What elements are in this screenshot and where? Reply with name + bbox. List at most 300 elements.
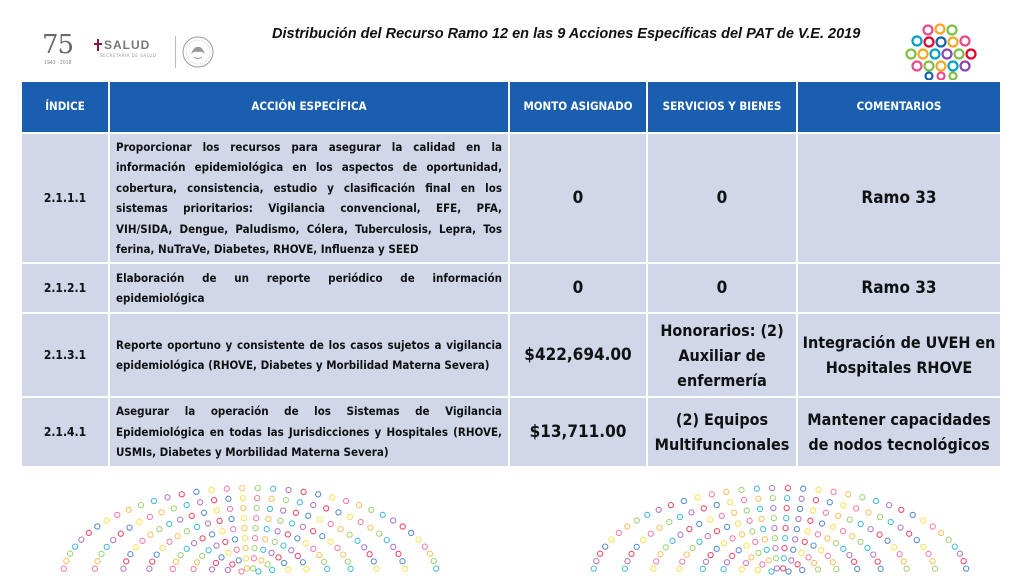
- decorative-ring: [730, 553, 735, 558]
- decorative-ring: [697, 521, 702, 526]
- decorative-ring: [227, 506, 232, 511]
- decorative-ring: [899, 507, 904, 512]
- cell-servicios: Honorarios: (2) Auxiliar de enfermería: [647, 313, 797, 397]
- decorative-ring: [317, 517, 322, 522]
- decorative-ring: [254, 506, 259, 511]
- cell-indice: 2.1.1.1: [21, 133, 109, 263]
- decorative-ring: [239, 569, 244, 574]
- decorative-ring: [409, 530, 414, 535]
- decorative-ring: [709, 492, 714, 497]
- decorative-ring: [202, 510, 207, 515]
- decorative-ring: [358, 519, 363, 524]
- decorative-ring: [192, 541, 197, 546]
- decorative-ring: [344, 498, 349, 503]
- decorative-ring: [189, 513, 194, 518]
- decorative-ring: [229, 516, 234, 521]
- decorative-ring: [764, 547, 769, 552]
- decorative-ring: [772, 536, 777, 541]
- decorative-ring: [251, 566, 256, 571]
- decorative-ring: [267, 506, 272, 511]
- decorative-ring: [594, 559, 599, 564]
- decorative-ring: [773, 546, 778, 551]
- decorative-ring: [281, 508, 286, 513]
- decorative-ring: [743, 560, 748, 565]
- decorative-ring: [391, 544, 396, 549]
- decorative-ring: [797, 506, 802, 511]
- decorative-ring: [677, 566, 682, 571]
- decorative-ring: [147, 566, 152, 571]
- decorative-ring: [786, 569, 791, 574]
- decorative-ring: [278, 518, 283, 523]
- decorative-ring: [930, 524, 935, 529]
- decorative-ring: [213, 560, 218, 565]
- decorative-ring: [801, 486, 806, 491]
- decorative-ring: [622, 566, 627, 571]
- decorative-ring: [214, 543, 219, 548]
- decorative-ring: [167, 539, 172, 544]
- decorative-ring: [178, 517, 183, 522]
- decorative-ring: [170, 566, 175, 571]
- decorative-ring: [825, 536, 830, 541]
- eagle-seal-icon: [182, 36, 214, 68]
- decorative-ring: [73, 544, 78, 549]
- decorative-ring: [95, 524, 100, 529]
- decorative-ring: [104, 518, 109, 523]
- decorative-ring: [865, 545, 870, 550]
- decorative-ring: [206, 548, 211, 553]
- decorative-ring: [148, 532, 153, 537]
- decorative-ring: [657, 525, 662, 530]
- decorative-ring: [270, 567, 275, 572]
- decorative-ring: [230, 562, 235, 567]
- decorative-ring: [348, 566, 353, 571]
- decorative-ring: [220, 529, 225, 534]
- decorative-ring: [847, 553, 852, 558]
- decorative-ring: [897, 552, 902, 557]
- decorative-ring: [175, 534, 180, 539]
- decorative-ring: [265, 562, 270, 567]
- decorative-ring: [367, 552, 372, 557]
- decorative-ring: [200, 536, 205, 541]
- cell-comentarios: Ramo 33: [797, 263, 1001, 313]
- decorative-ring: [151, 498, 156, 503]
- decorative-ring: [225, 567, 230, 572]
- decorative-ring: [86, 530, 91, 535]
- decorative-ring: [680, 559, 685, 564]
- decorative-ring: [133, 545, 138, 550]
- decorative-ring: [252, 546, 257, 551]
- decorative-ring: [756, 496, 761, 501]
- decorative-ring: [878, 566, 883, 571]
- decorative-ring: [667, 519, 672, 524]
- decorative-ring: [762, 537, 767, 542]
- decorative-ring: [140, 538, 145, 543]
- decorative-ring: [289, 521, 294, 526]
- cell-servicios: 0: [647, 263, 797, 313]
- decorative-ring: [242, 536, 247, 541]
- decorative-ring: [858, 539, 863, 544]
- salud-mark-icon: [94, 39, 102, 53]
- page-title: Distribución del Recurso Ramo 12 en las 9 Acciones Específicas del PAT de V.E. 2019: [272, 26, 861, 42]
- decorative-ring: [295, 536, 300, 541]
- decorative-ring: [118, 531, 123, 536]
- decorative-ring: [303, 541, 308, 546]
- decorative-ring: [874, 498, 879, 503]
- decorative-ring: [677, 514, 682, 519]
- decorative-ring: [264, 527, 269, 532]
- decorative-ring: [714, 546, 719, 551]
- decorative-ring: [99, 551, 104, 556]
- decorative-ring: [347, 532, 352, 537]
- decorative-ring: [251, 556, 256, 561]
- cell-monto: $13,711.00: [509, 397, 647, 467]
- decorative-ring: [226, 550, 231, 555]
- decorative-ring: [795, 562, 800, 567]
- decorative-ring: [836, 513, 841, 518]
- decorative-ring: [261, 547, 266, 552]
- decorative-ring: [427, 551, 432, 556]
- decorative-ring: [878, 514, 883, 519]
- decorative-ring: [198, 500, 203, 505]
- decorative-ring: [324, 506, 329, 511]
- decorative-ring: [165, 495, 170, 500]
- circles-logo-icon: [900, 22, 978, 80]
- decorative-ring: [68, 551, 73, 556]
- decorative-ring: [784, 516, 789, 521]
- decorative-ring: [243, 546, 248, 551]
- decorative-ring: [234, 547, 239, 552]
- decorative-ring: [760, 562, 765, 567]
- decorative-ring: [703, 559, 708, 564]
- decorative-ring: [286, 567, 291, 572]
- decorative-ring: [901, 559, 906, 564]
- decorative-ring: [281, 543, 286, 548]
- decorative-ring: [422, 544, 427, 549]
- decorative-ring: [830, 524, 835, 529]
- decorative-ring: [887, 503, 892, 508]
- decorative-ring: [317, 553, 322, 558]
- decorative-ring: [95, 559, 100, 564]
- decorative-ring: [769, 569, 774, 574]
- decorative-ring: [719, 513, 724, 518]
- decorative-ring: [847, 517, 852, 522]
- decorative-ring: [725, 524, 730, 529]
- decorative-ring: [794, 527, 799, 532]
- decorative-ring: [946, 537, 951, 542]
- decorative-ring: [782, 546, 787, 551]
- decorative-ring: [772, 526, 777, 531]
- cell-servicios: 0: [647, 133, 797, 263]
- decorative-ring: [705, 534, 710, 539]
- decorative-ring: [781, 556, 786, 561]
- decorative-ring: [212, 498, 217, 503]
- decorative-ring: [834, 567, 839, 572]
- decorative-ring: [200, 553, 205, 558]
- decorative-ring: [796, 516, 801, 521]
- decorative-ring: [766, 558, 771, 563]
- decorative-ring: [625, 559, 630, 564]
- decorative-ring: [641, 538, 646, 543]
- decorative-ring: [892, 545, 897, 550]
- decorative-ring: [739, 567, 744, 572]
- decorative-ring: [219, 555, 224, 560]
- decorative-ring: [232, 537, 237, 542]
- cell-servicios: (2) Equipos Multifuncionales: [647, 397, 797, 467]
- logo-divider: [175, 36, 176, 68]
- decorative-ring: [272, 539, 277, 544]
- header-indice: ÍNDICE: [21, 81, 109, 133]
- decorative-ring: [957, 551, 962, 556]
- decorative-ring: [700, 566, 705, 571]
- decorative-ring: [138, 503, 143, 508]
- decorative-ring: [930, 559, 935, 564]
- decorative-ring: [316, 492, 321, 497]
- table-header-row: [21, 81, 1001, 133]
- decorative-ring: [625, 524, 630, 529]
- decorative-ring: [184, 546, 189, 551]
- logo-75-anniversary: [42, 30, 82, 70]
- decorative-ring: [805, 529, 810, 534]
- decorative-ring: [785, 496, 790, 501]
- decorative-ring: [907, 531, 912, 536]
- decorative-ring: [160, 545, 165, 550]
- decorative-ring: [598, 551, 603, 556]
- decorative-ring: [854, 506, 859, 511]
- decorative-ring: [61, 566, 66, 571]
- decorative-ring: [328, 539, 333, 544]
- decorative-ring: [184, 529, 189, 534]
- decorative-ring: [357, 503, 362, 508]
- cell-comentarios: Ramo 33: [797, 133, 1001, 263]
- decorative-ring: [111, 538, 116, 543]
- decorative-ring: [209, 487, 214, 492]
- decorative-ring: [811, 543, 816, 548]
- decorative-ring: [697, 539, 702, 544]
- decorative-ring: [898, 525, 903, 530]
- table-row: [21, 313, 1001, 397]
- decorative-ring: [728, 500, 733, 505]
- decorative-ring: [690, 545, 695, 550]
- decorative-ring: [300, 524, 305, 529]
- decorative-ring: [952, 544, 957, 549]
- decorative-ring: [400, 559, 405, 564]
- decorative-ring: [651, 566, 656, 571]
- cell-indice: 2.1.3.1: [21, 313, 109, 397]
- decorative-ring: [961, 559, 966, 564]
- decorative-ring: [253, 526, 258, 531]
- decorative-ring: [819, 548, 824, 553]
- decorative-ring: [816, 487, 821, 492]
- decorative-ring: [756, 550, 761, 555]
- decorative-ring: [311, 529, 316, 534]
- decorative-ring: [771, 516, 776, 521]
- cell-comentarios: Integración de UVEH en Hospitales RHOVE: [797, 313, 1001, 397]
- decorative-ring: [656, 507, 661, 512]
- decorative-ring: [325, 566, 330, 571]
- decorative-ring: [301, 489, 306, 494]
- decorative-ring: [330, 495, 335, 500]
- decorative-ring: [209, 567, 214, 572]
- decorative-ring: [722, 541, 727, 546]
- decorative-ring: [137, 519, 142, 524]
- cell-indice: 2.1.2.1: [21, 263, 109, 313]
- decorative-ring: [371, 559, 376, 564]
- decorative-ring: [877, 532, 882, 537]
- decorative-ring: [242, 526, 247, 531]
- decorative-ring: [121, 566, 126, 571]
- header-monto: MONTO ASIGNADO: [509, 81, 647, 133]
- decorative-ring: [634, 518, 639, 523]
- decorative-ring: [732, 510, 737, 515]
- decorative-ring: [362, 545, 367, 550]
- decorative-ring: [846, 492, 851, 497]
- decorative-ring: [753, 539, 758, 544]
- decorative-ring: [933, 566, 938, 571]
- decorative-ring: [793, 537, 798, 542]
- decorative-ring: [236, 558, 241, 563]
- decorative-ring: [689, 510, 694, 515]
- decorative-ring: [921, 544, 926, 549]
- decorative-ring: [783, 536, 788, 541]
- decorative-ring: [616, 530, 621, 535]
- decorative-ring: [150, 559, 155, 564]
- decorative-ring: [785, 486, 790, 491]
- decorative-ring: [939, 530, 944, 535]
- decorative-ring: [255, 486, 260, 491]
- decorative-ring: [377, 531, 382, 536]
- decorative-ring: [629, 551, 634, 556]
- decorative-ring: [167, 521, 172, 526]
- decorative-ring: [831, 489, 836, 494]
- decorative-ring: [191, 567, 196, 572]
- decorative-ring: [306, 513, 311, 518]
- decorative-ring: [320, 534, 325, 539]
- decorative-ring: [266, 516, 271, 521]
- decorative-ring: [888, 519, 893, 524]
- decorative-ring: [104, 544, 109, 549]
- decorative-ring: [678, 532, 683, 537]
- decorative-ring: [815, 532, 820, 537]
- cell-accion: Reporte oportuno y consistente de los casos sujetos a vigilancia epidemiológica (RHOVE, Diabetes y Morbilidad Materna Severa): [109, 313, 509, 397]
- decorative-ring: [823, 510, 828, 515]
- decorative-ring: [300, 560, 305, 565]
- decorative-ring: [179, 492, 184, 497]
- decorative-ring: [885, 538, 890, 543]
- decorative-ring: [275, 529, 280, 534]
- cell-accion: Elaboración de un reporte periódico de información epidemiológica: [109, 263, 509, 313]
- decorative-ring: [802, 539, 807, 544]
- decorative-ring: [695, 495, 700, 500]
- decorative-ring: [304, 567, 309, 572]
- decorative-ring: [744, 543, 749, 548]
- decorative-ring: [244, 566, 249, 571]
- decorative-ring: [799, 550, 804, 555]
- decorative-ring: [355, 538, 360, 543]
- header-servicios: SERVICIOS Y BIENES: [647, 81, 797, 133]
- decorative-ring: [687, 527, 692, 532]
- decorative-circles-right: [560, 484, 1000, 576]
- decorative-ring: [813, 498, 818, 503]
- decorative-ring: [348, 514, 353, 519]
- decorative-ring: [173, 559, 178, 564]
- decorative-ring: [194, 489, 199, 494]
- cell-comentarios: Mantener capacidades de nodos tecnológicos: [797, 397, 1001, 467]
- decorative-ring: [740, 532, 745, 537]
- cell-monto: 0: [509, 263, 647, 313]
- decorative-ring: [714, 529, 719, 534]
- salud-wordmark: SALUD: [104, 38, 151, 52]
- decorative-ring: [791, 547, 796, 552]
- decorative-ring: [841, 529, 846, 534]
- decorative-ring: [255, 496, 260, 501]
- decorative-ring: [396, 551, 401, 556]
- decorative-ring: [154, 552, 159, 557]
- decorative-ring: [124, 559, 129, 564]
- decorative-ring: [603, 544, 608, 549]
- decorative-ring: [289, 548, 294, 553]
- decorative-ring: [336, 510, 341, 515]
- decorative-ring: [282, 560, 287, 565]
- decorative-ring: [128, 552, 133, 557]
- decorative-ring: [708, 517, 713, 522]
- decorative-ring: [195, 524, 200, 529]
- decorative-ring: [214, 508, 219, 513]
- decorative-ring: [403, 566, 408, 571]
- decorative-ring: [701, 506, 706, 511]
- decorative-ring: [770, 496, 775, 501]
- decorative-ring: [806, 555, 811, 560]
- decorative-ring: [244, 556, 249, 561]
- cell-indice: 2.1.4.1: [21, 397, 109, 467]
- table-row: [21, 263, 1001, 313]
- decorative-ring: [816, 567, 821, 572]
- decorative-ring: [210, 532, 215, 537]
- decorative-ring: [195, 560, 200, 565]
- decorative-ring: [921, 518, 926, 523]
- decorative-ring: [269, 550, 274, 555]
- decorative-ring: [868, 527, 873, 532]
- decorative-ring: [841, 502, 846, 507]
- decorative-ring: [240, 496, 245, 501]
- decorative-ring: [771, 506, 776, 511]
- decorative-ring: [770, 486, 775, 491]
- decorative-ring: [92, 566, 97, 571]
- decorative-ring: [374, 566, 379, 571]
- decorative-ring: [226, 496, 231, 501]
- decorative-ring: [964, 566, 969, 571]
- decorative-ring: [147, 514, 152, 519]
- decorative-ring: [833, 541, 838, 546]
- decorative-ring: [721, 567, 726, 572]
- decorative-ring: [295, 553, 300, 558]
- decorative-ring: [789, 558, 794, 563]
- cell-accion: Asegurar la operación de los Sistemas de Vigilancia Epidemiológica en todas las Jurisdicciones y Hospitales (RHOVE, USMIs, Diabetes y Morbilidad Materna Severa): [109, 397, 509, 467]
- decorative-ring: [850, 534, 855, 539]
- cell-monto: 0: [509, 133, 647, 263]
- decorative-ring: [431, 559, 436, 564]
- decorative-ring: [416, 537, 421, 542]
- decorative-ring: [757, 506, 762, 511]
- decorative-ring: [335, 545, 340, 550]
- logo-75-years: 1943 - 2018: [44, 60, 72, 66]
- decorative-ring: [254, 516, 259, 521]
- decorative-ring: [217, 518, 222, 523]
- decorative-ring: [783, 526, 788, 531]
- decorative-ring: [747, 518, 752, 523]
- logo-salud: [94, 38, 164, 64]
- decorative-ring: [860, 495, 865, 500]
- decorative-ring: [730, 536, 735, 541]
